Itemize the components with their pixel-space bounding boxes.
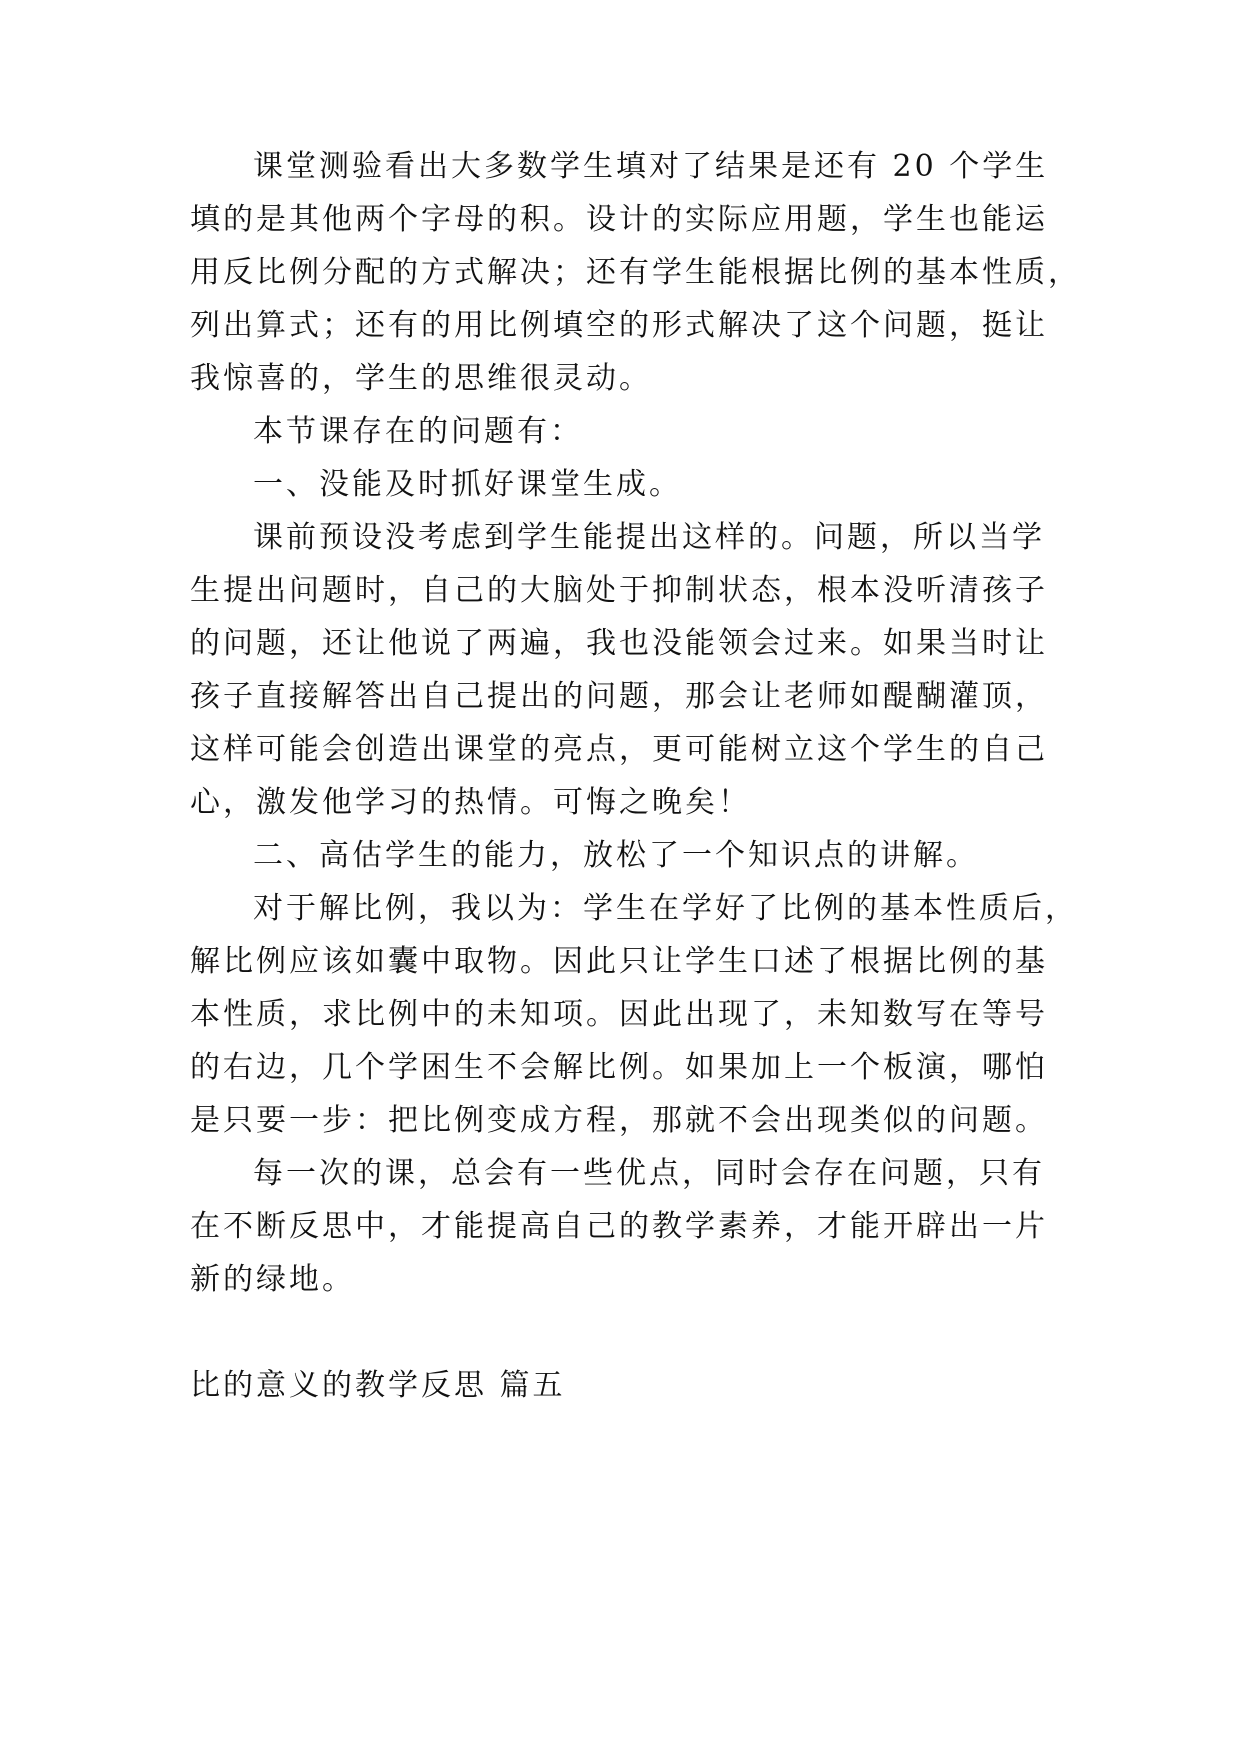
paragraph-2-line-2: 生提出问题时，自己的大脑处于抑制状态，根本没听清孩子 [190,573,1048,608]
problems-intro: 本节课存在的问题有： [253,414,583,449]
paragraph-3-line-4: 的右边，几个学困生不会解比例。如果加上一个板演，哪怕 [190,1050,1048,1085]
paragraph-4-line-2: 在不断反思中，才能提高自己的教学素养，才能开辟出一片 [190,1209,1048,1244]
paragraph-2-line-3: 的问题，还让他说了两遍，我也没能领会过来。如果当时让 [190,626,1048,661]
paragraph-3-line-1: 对于解比例，我以为：学生在学好了比例的基本性质后， [253,891,1078,926]
paragraph-2-line-1: 课前预设没考虑到学生能提出这样的。问题，所以当学 [253,520,1045,555]
paragraph-3-line-3: 本性质，求比例中的未知项。因此出现了，未知数写在等号 [190,997,1048,1032]
paragraph-1-line-1: 课堂测验看出大多数学生填对了结果是还有 20 个学生 [253,149,1049,184]
section-heading: 比的意义的教学反思 篇五 [190,1368,566,1403]
paragraph-1-line-2: 填的是其他两个字母的积。设计的实际应用题，学生也能运 [190,202,1048,237]
paragraph-2-line-4: 孩子直接解答出自己提出的问题，那会让老师如醍醐灌顶， [190,679,1048,714]
paragraph-3-line-5: 是只要一步：把比例变成方程，那就不会出现类似的问题。 [190,1103,1048,1138]
problem-1-heading: 一、没能及时抓好课堂生成。 [253,467,682,502]
paragraph-3-line-2: 解比例应该如囊中取物。因此只让学生口述了根据比例的基 [190,944,1048,979]
paragraph-4-line-1: 每一次的课，总会有一些优点，同时会存在问题，只有 [253,1156,1045,1191]
paragraph-1-line-3: 用反比例分配的方式解决；还有学生能根据比例的基本性质， [190,255,1081,290]
paragraph-2-line-5: 这样可能会创造出课堂的亮点，更可能树立这个学生的自己 [190,732,1048,767]
paragraph-4-line-3: 新的绿地。 [190,1262,355,1297]
paragraph-2-line-6: 心，激发他学习的热情。可悔之晚矣！ [190,785,751,820]
problem-2-heading: 二、高估学生的能力，放松了一个知识点的讲解。 [253,838,979,873]
paragraph-1-line-5: 我惊喜的，学生的思维很灵动。 [190,361,652,396]
paragraph-1-line-4: 列出算式；还有的用比例填空的形式解决了这个问题，挺让 [190,308,1048,343]
